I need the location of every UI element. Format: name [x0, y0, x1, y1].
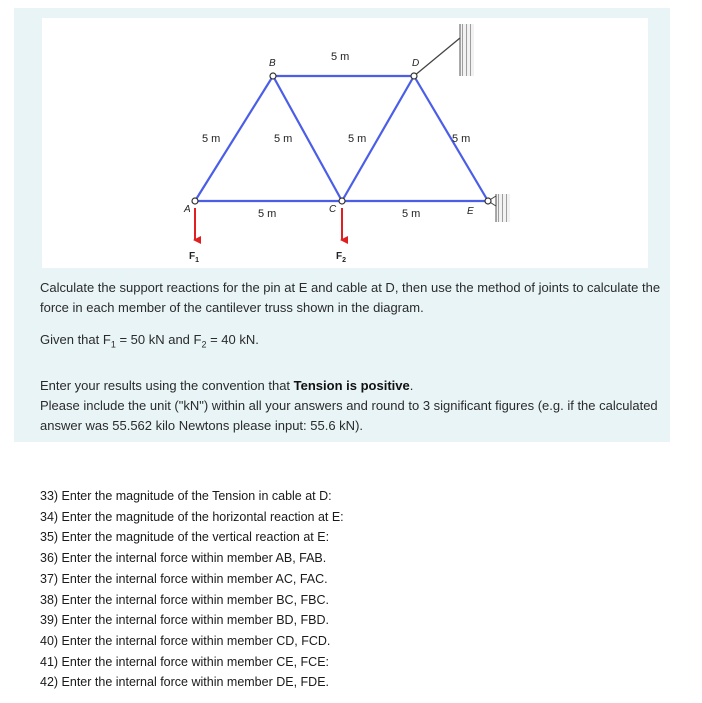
question-item: 39) Enter the internal force within member BD, FBD.	[40, 613, 330, 628]
question-item: 37) Enter the internal force within member AC, FAC.	[40, 571, 328, 586]
enter-prefix: Enter your results using the convention that	[40, 378, 294, 393]
length-label-de: 5 m	[452, 133, 471, 145]
question-item: 38) Enter the internal force within member BC, FBC.	[40, 592, 330, 607]
length-label-ac: 5 m	[258, 208, 277, 220]
question-list	[40, 486, 344, 693]
node-e	[485, 198, 491, 204]
wall-top-hatch	[460, 24, 474, 76]
tension-positive: Tension is positive	[293, 378, 410, 393]
length-label-bd: 5 m	[331, 51, 350, 63]
length-label-ce: 5 m	[402, 208, 421, 220]
node-label-b: B	[269, 58, 276, 69]
node-a	[192, 198, 198, 204]
force-label-f2: $F_2$	[336, 251, 347, 264]
enter-end: .	[409, 378, 414, 393]
question-item: 33) Enter the magnitude of the Tension in cable at D:	[40, 489, 332, 503]
cable-d	[414, 38, 460, 76]
node-label-e: E	[467, 206, 474, 217]
node-d	[411, 73, 417, 79]
truss-diagram	[42, 18, 648, 268]
length-label-bc: 5 m	[274, 133, 293, 145]
question-item: 40) Enter the internal force within member CD, FCD.	[40, 633, 331, 648]
question-item: 42) Enter the internal force within member DE, FDE.	[40, 675, 330, 690]
node-label-a: A	[184, 204, 191, 215]
problem-statement: Calculate the support reactions for the pin at E and cable at D, then use the method of joints to calculate the force in each member of the cantilever truss shown in the diagram.	[40, 280, 661, 315]
length-label-cd: 5 m	[348, 133, 367, 145]
length-label-ab: 5 m	[202, 133, 221, 145]
question-item: 35) Enter the magnitude of the vertical reaction at E:	[40, 530, 330, 545]
question-item: 41) Enter the internal force within member CE, FCE:	[40, 654, 330, 669]
question-item: 36) Enter the internal force within member AB, FAB.	[40, 551, 327, 566]
units-note: Please include the unit ("kN") within all your answers and round to 3 significant figures (e.g. if the calculated answer was 55.562 kilo Newtons please input: 55.6 kN).	[40, 398, 658, 433]
given-mid: = 50 kN and F	[115, 332, 202, 347]
given-end: = 40 kN.	[206, 332, 259, 347]
question-item: 34) Enter the magnitude of the horizontal reaction at E:	[40, 509, 344, 524]
node-c	[339, 198, 345, 204]
given-f1-sub: 1	[110, 339, 116, 350]
truss-svg	[42, 18, 648, 268]
force-label-f1: $F_1$	[189, 251, 200, 264]
given-f2-sub: 2	[201, 339, 207, 350]
sign-convention	[40, 376, 676, 396]
node-label-c: C	[329, 204, 337, 215]
given-values	[40, 330, 676, 350]
problem-panel	[14, 8, 670, 442]
given-prefix: Given that F	[40, 332, 111, 347]
member-de	[414, 76, 488, 201]
node-label-d: D	[412, 58, 420, 69]
wall-right-hatch	[496, 194, 510, 222]
node-b	[270, 73, 276, 79]
